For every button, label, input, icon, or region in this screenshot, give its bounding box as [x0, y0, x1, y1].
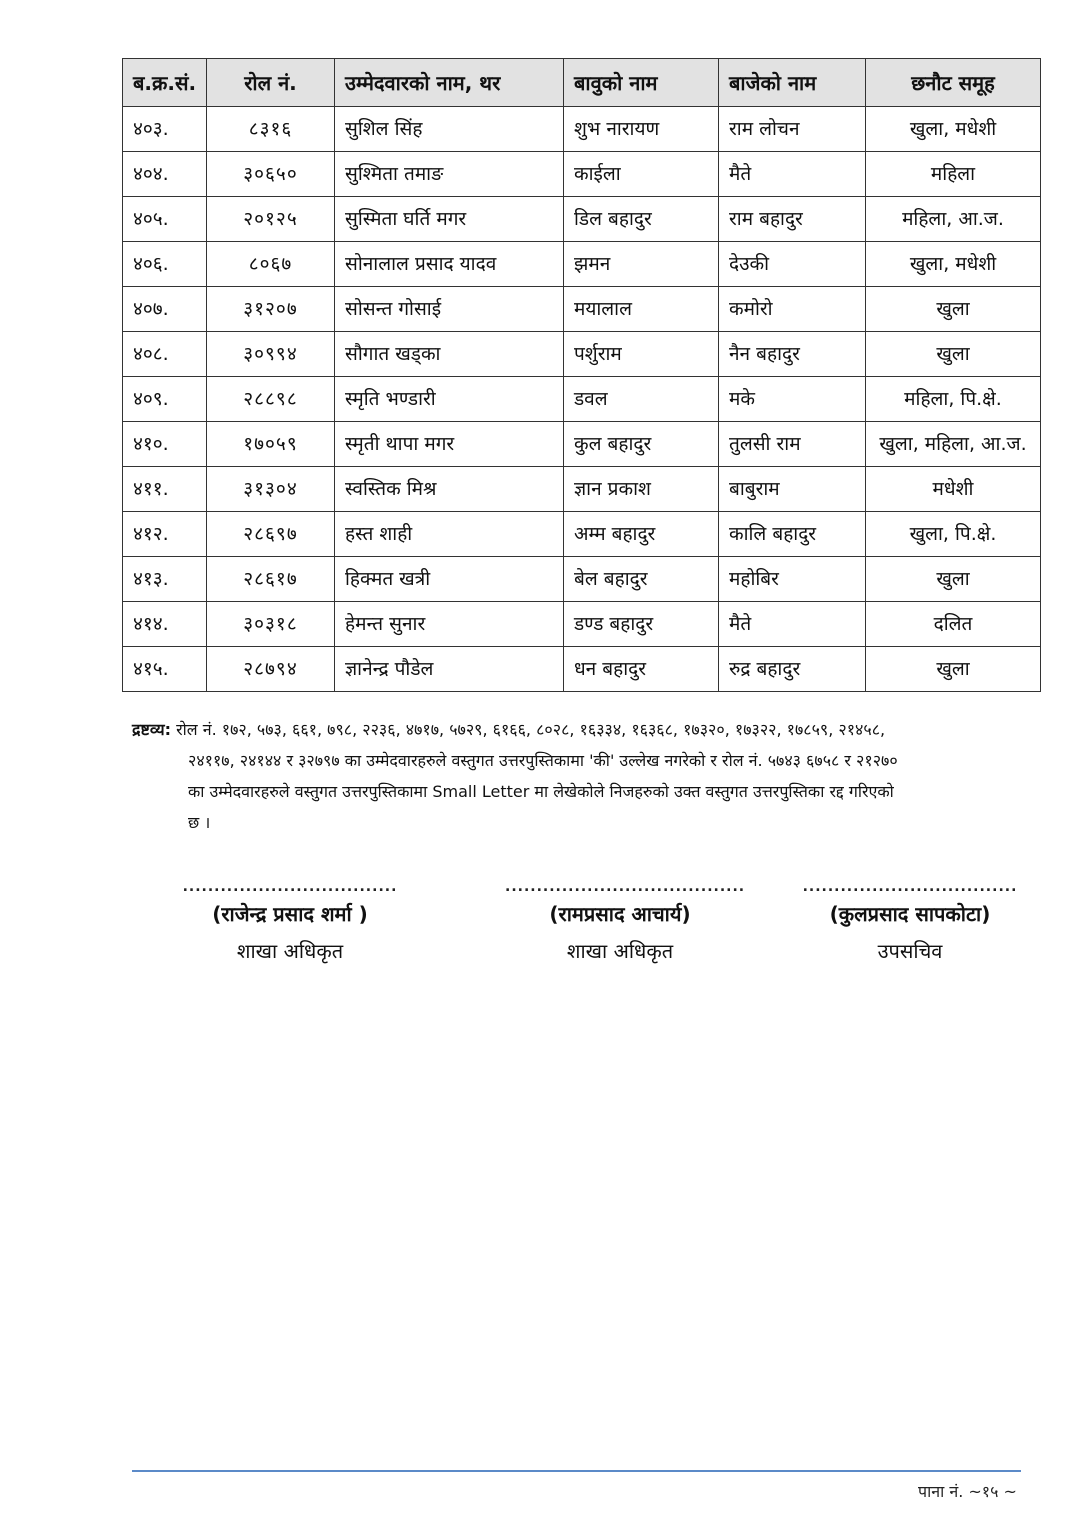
table-row [123, 332, 1041, 377]
footnote-label: द्रष्टव्य: [132, 720, 171, 739]
signatory-name: (रामप्रसाद आचार्य) [549, 902, 691, 926]
table-row [123, 557, 1041, 602]
cell-grandfather-name: रुद्र बहादुर [719, 647, 866, 692]
table-row [123, 377, 1041, 422]
cell-serial-number: ४०५. [123, 197, 207, 242]
header-roll-number: रोल नं. [207, 59, 335, 107]
cell-father-name: डवल [564, 377, 719, 422]
cell-father-name: ज्ञान प्रकाश [564, 467, 719, 512]
cell-serial-number: ४१०. [123, 422, 207, 467]
cell-serial-number: ४०७. [123, 287, 207, 332]
cell-father-name: शुभ नारायण [564, 107, 719, 152]
cell-roll-number: १७०५९ [207, 422, 335, 467]
cell-roll-number: २०१२५ [207, 197, 335, 242]
cell-father-name: मयालाल [564, 287, 719, 332]
signatory-title: शाखा अधिकृत [566, 939, 674, 963]
cell-grandfather-name: मके [719, 377, 866, 422]
cell-father-name: कुल बहादुर [564, 422, 719, 467]
table-row [123, 647, 1041, 692]
cell-grandfather-name: कमोरो [719, 287, 866, 332]
signatory-name: (राजेन्द्र प्रसाद शर्मा ) [212, 902, 368, 926]
cell-father-name: काईला [564, 152, 719, 197]
header-grandfather-name: बाजेको नाम [719, 59, 866, 107]
cell-selection-group: खुला [866, 287, 1041, 332]
header-candidate-name: उम्मेदवारको नाम, थर [335, 59, 564, 107]
table-row [123, 602, 1041, 647]
cell-father-name: बेल बहादुर [564, 557, 719, 602]
cell-roll-number: २८८९८ [207, 377, 335, 422]
cell-grandfather-name: नैन बहादुर [719, 332, 866, 377]
cell-selection-group: खुला, मधेशी [866, 242, 1041, 287]
cell-grandfather-name: कालि बहादुर [719, 512, 866, 557]
cell-serial-number: ४०८. [123, 332, 207, 377]
cell-roll-number: ३०३१८ [207, 602, 335, 647]
cell-candidate-name: सुशिल सिंह [335, 107, 564, 152]
cell-candidate-name: सुस्मिता घर्ति मगर [335, 197, 564, 242]
cell-grandfather-name: महोबिर [719, 557, 866, 602]
cell-grandfather-name: तुलसी राम [719, 422, 866, 467]
cell-selection-group: महिला [866, 152, 1041, 197]
cell-candidate-name: ज्ञानेन्द्र पौडेल [335, 647, 564, 692]
table-row [123, 512, 1041, 557]
cell-selection-group: खुला, मधेशी [866, 107, 1041, 152]
cell-serial-number: ४११. [123, 467, 207, 512]
cell-grandfather-name: राम लोचन [719, 107, 866, 152]
cell-candidate-name: हिक्मत खत्री [335, 557, 564, 602]
signature-block-3 [800, 880, 1020, 964]
signatory-name: (कुलप्रसाद सापकोटा) [829, 902, 991, 926]
cell-father-name: अम्म बहादुर [564, 512, 719, 557]
signature-line: .................................. [182, 879, 398, 895]
cell-selection-group: खुला, महिला, आ.ज. [866, 422, 1041, 467]
cell-selection-group: खुला [866, 557, 1041, 602]
cell-candidate-name: स्वस्तिक मिश्र [335, 467, 564, 512]
cell-father-name: डिल बहादुर [564, 197, 719, 242]
cell-candidate-name: सौगात खड्का [335, 332, 564, 377]
table-row [123, 467, 1041, 512]
cell-candidate-name: हेमन्त सुनार [335, 602, 564, 647]
table-row [123, 107, 1041, 152]
footer-divider [132, 1470, 1021, 1472]
cell-grandfather-name: मैते [719, 602, 866, 647]
table-row [123, 242, 1041, 287]
table-header-row [123, 59, 1041, 107]
cell-roll-number: ८०६७ [207, 242, 335, 287]
cell-selection-group: खुला [866, 647, 1041, 692]
footnote [132, 714, 1038, 838]
cell-grandfather-name: राम बहादुर [719, 197, 866, 242]
cell-serial-number: ४१३. [123, 557, 207, 602]
cell-father-name: झमन [564, 242, 719, 287]
cell-roll-number: ८३१६ [207, 107, 335, 152]
cell-selection-group: खुला, पि.क्षे. [866, 512, 1041, 557]
table-row [123, 287, 1041, 332]
footnote-line-2: २४११७, २४१४४ र ३२७९७ का उम्मेदवारहरुले वस्तुगत उत्तरपुस्तिकामा 'की' उल्लेख नगरेको र रोल नं. ५७४३ ६७५८ र २१२७० [188, 751, 898, 770]
cell-candidate-name: स्मृती थापा मगर [335, 422, 564, 467]
footnote-line-4: छ । [188, 813, 211, 832]
cell-father-name: धन बहादुर [564, 647, 719, 692]
footnote-line-1 [132, 714, 1038, 745]
footnote-text-1: रोल नं. १७२, ५७३, ६६१, ७९८, २२३६, ४७१७, ५७२९, ६१६६, ८०२८, १६३३४, १६३६८, १७३२०, १७३२२, १७८५९, २१४५८, [176, 720, 886, 739]
cell-candidate-name: सोनालाल प्रसाद यादव [335, 242, 564, 287]
cell-roll-number: २८६१७ [207, 557, 335, 602]
cell-serial-number: ४०४. [123, 152, 207, 197]
cell-grandfather-name: मैते [719, 152, 866, 197]
signature-block-1 [180, 880, 400, 964]
cell-candidate-name: हस्त शाही [335, 512, 564, 557]
cell-serial-number: ४१४. [123, 602, 207, 647]
cell-candidate-name: स्मृति भण्डारी [335, 377, 564, 422]
signature-line: .................................. [802, 879, 1018, 895]
cell-grandfather-name: देउकी [719, 242, 866, 287]
header-father-name: बावुको नाम [564, 59, 719, 107]
cell-roll-number: ३०९९४ [207, 332, 335, 377]
cell-selection-group: महिला, पि.क्षे. [866, 377, 1041, 422]
signature-block-2 [505, 879, 746, 964]
signatory-title: शाखा अधिकृत [236, 939, 344, 963]
cell-father-name: पर्शुराम [564, 332, 719, 377]
cell-selection-group: महिला, आ.ज. [866, 197, 1041, 242]
cell-serial-number: ४०३. [123, 107, 207, 152]
header-serial-number: ब.क्र.सं. [123, 59, 207, 107]
cell-candidate-name: सोसन्त गोसाई [335, 287, 564, 332]
cell-serial-number: ४१५. [123, 647, 207, 692]
cell-roll-number: २८७९४ [207, 647, 335, 692]
footnote-line-3: का उम्मेदवारहरुले वस्तुगत उत्तरपुस्तिकामा Small Letter मा लेखेकोले निजहरुको उक्त वस्तुगत उत्तरपुस्तिका रद्द गरिएको [188, 782, 894, 801]
cell-serial-number: ४१२. [123, 512, 207, 557]
cell-selection-group: दलित [866, 602, 1041, 647]
table-row [123, 152, 1041, 197]
cell-father-name: डण्ड बहादुर [564, 602, 719, 647]
header-selection-group: छनौट समूह [866, 59, 1041, 107]
cell-roll-number: ३०६५० [207, 152, 335, 197]
cell-roll-number: २८६९७ [207, 512, 335, 557]
signatory-title: उपसचिव [877, 939, 943, 963]
cell-candidate-name: सुश्मिता तमाङ [335, 152, 564, 197]
cell-grandfather-name: बाबुराम [719, 467, 866, 512]
cell-serial-number: ४०६. [123, 242, 207, 287]
table-row [123, 197, 1041, 242]
results-table [122, 58, 1041, 692]
signature-line: ...................................... [505, 879, 746, 895]
table-row [123, 422, 1041, 467]
page-number: पाना नं. ~१५ ~ [918, 1482, 1017, 1501]
cell-roll-number: ३१३०४ [207, 467, 335, 512]
cell-selection-group: खुला [866, 332, 1041, 377]
cell-roll-number: ३१२०७ [207, 287, 335, 332]
cell-serial-number: ४०९. [123, 377, 207, 422]
cell-selection-group: मधेशी [866, 467, 1041, 512]
